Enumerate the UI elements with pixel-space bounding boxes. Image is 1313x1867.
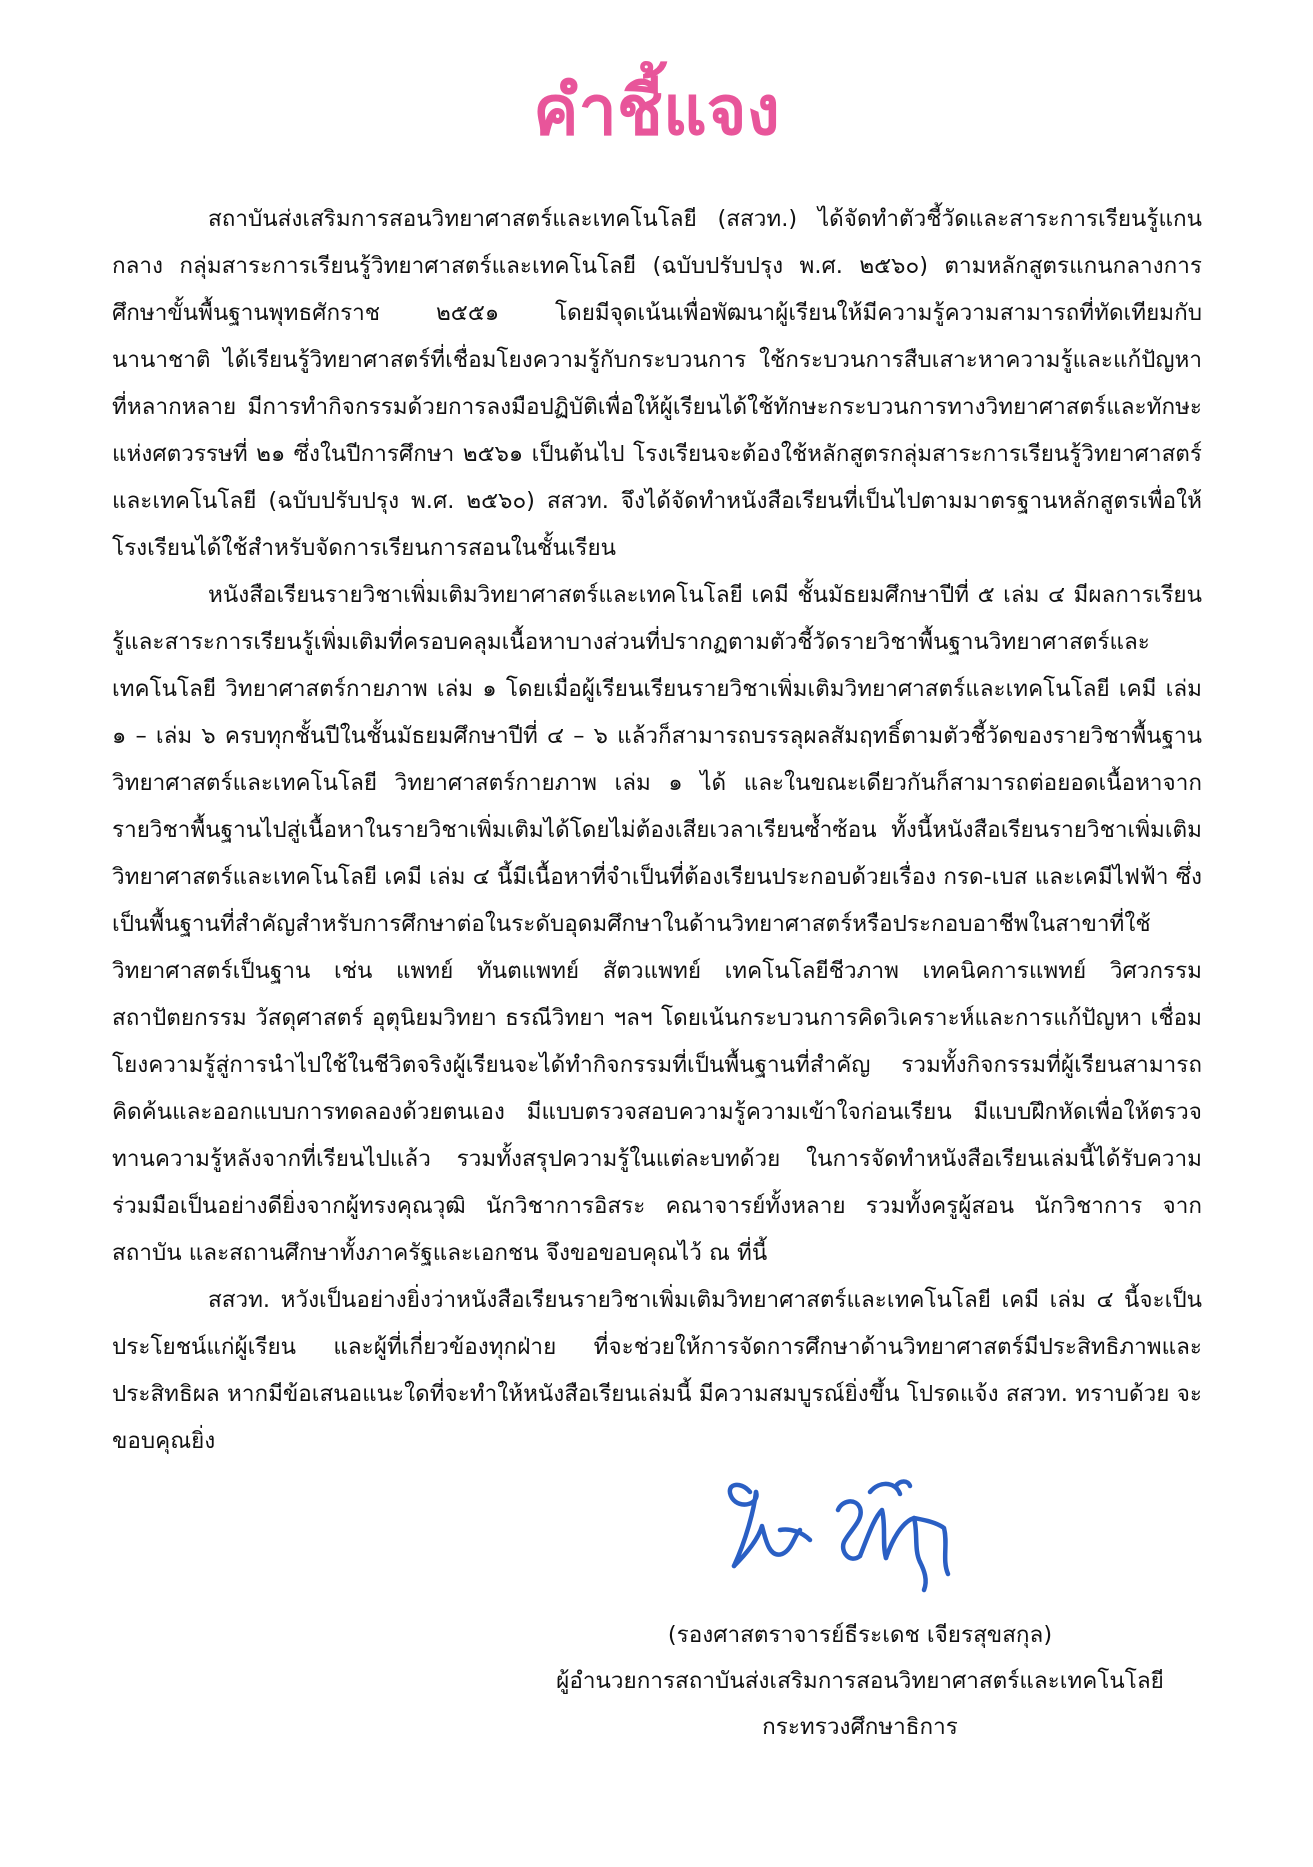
signatory-block <box>470 1612 1250 1750</box>
document-body <box>112 196 1202 1465</box>
paragraph-book-description: หนังสือเรียนรายวิชาเพิ่มเติมวิทยาศาสตร์และเทคโนโลยี เคมี ชั้นมัธยมศึกษาปีที่ ๕ เล่ม ๔ มีผลการเรียนรู้และสาระการเรียนรู้เพิ่มเติมที่ครอบคลุมเนื้อหาบางส่วนที่ปรากฏตามตัวชี้วัดรายวิชาพื้นฐานวิทยาศาสตร์และเทคโนโลยี วิทยาศาสตร์กายภาพ เล่ม ๑ โดยเมื่อผู้เรียนเรียนรายวิชาเพิ่มเติมวิทยาศาสตร์และเทคโนโลยี เคมี เล่ม ๑ – เล่ม ๖ ครบทุกชั้นปีในชั้นมัธยมศึกษาปีที่ ๔ – ๖ แล้วก็สามารถบรรลุผลสัมฤทธิ์ตามตัวชี้วัดของรายวิชาพื้นฐานวิทยาศาสตร์และเทคโนโลยี วิทยาศาสตร์กายภาพ เล่ม ๑ ได้ และในขณะเดียวกันก็สามารถต่อยอดเนื้อหาจากรายวิชาพื้นฐานไปสู่เนื้อหาในรายวิชาเพิ่มเติมได้โดยไม่ต้องเสียเวลาเรียนซ้ำซ้อน ทั้งนี้หนังสือเรียนรายวิชาเพิ่มเติมวิทยาศาสตร์และเทคโนโลยี เคมี เล่ม ๔ นี้มีเนื้อหาที่จำเป็นที่ต้องเรียนประกอบด้วยเรื่อง กรด-เบส และเคมีไฟฟ้า ซึ่งเป็นพื้นฐานที่สำคัญสำหรับการศึกษาต่อในระดับอุดมศึกษาในด้านวิทยาศาสตร์หรือประกอบอาชีพในสาขาที่ใช้วิทยาศาสตร์เป็นฐาน เช่น แพทย์ ทันตแพทย์ สัตวแพทย์ เทคโนโลยีชีวภาพ เทคนิคการแพทย์ วิศวกรรม สถาปัตยกรรม วัสดุศาสตร์ อุตุนิยมวิทยา ธรณีวิทยา ฯลฯ โดยเน้นกระบวนการคิดวิเคราะห์และการแก้ปัญหา เชื่อมโยงความรู้สู่การนำไปใช้ในชีวิตจริงผู้เรียนจะได้ทำกิจกรรมที่เป็นพื้นฐานที่สำคัญ รวมทั้งกิจกรรมที่ผู้เรียนสามารถคิดค้นและออกแบบการทดลองด้วยตนเอง มีแบบตรวจสอบความรู้ความเข้าใจก่อนเรียน มีแบบฝึกหัดเพื่อให้ตรวจทานความรู้หลังจากที่เรียนไปแล้ว รวมทั้งสรุปความรู้ในแต่ละบทด้วย ในการจัดทำหนังสือเรียนเล่มนี้ได้รับความร่วมมือเป็นอย่างดียิ่งจากผู้ทรงคุณวุฒิ นักวิชาการอิสระ คณาจารย์ทั้งหลาย รวมทั้งครูผู้สอน นักวิชาการ จากสถาบัน และสถานศึกษาทั้งภาครัฐและเอกชน จึงขอขอบคุณไว้ ณ ที่นี้ <box>112 582 1202 1266</box>
page-title: คำชี้แจง <box>533 72 780 151</box>
signatory-position: ผู้อำนวยการสถาบันส่งเสริมการสอนวิทยาศาสตร์และเทคโนโลยี <box>556 1668 1164 1694</box>
paragraph-intro: สถาบันส่งเสริมการสอนวิทยาศาสตร์และเทคโนโลยี (สสวท.) ได้จัดทำตัวชี้วัดและสาระการเรียนรู้แกนกลาง กลุ่มสาระการเรียนรู้วิทยาศาสตร์และเทคโนโลยี (ฉบับปรับปรุง พ.ศ. ๒๕๖๐) ตามหลักสูตรแกนกลางการศึกษาขั้นพื้นฐานพุทธศักราช ๒๕๕๑ โดยมีจุดเน้นเพื่อพัฒนาผู้เรียนให้มีความรู้ความสามารถที่ทัดเทียมกับนานาชาติ ได้เรียนรู้วิทยาศาสตร์ที่เชื่อมโยงความรู้กับกระบวนการ ใช้กระบวนการสืบเสาะหาความรู้และแก้ปัญหาที่หลากหลาย มีการทำกิจกรรมด้วยการลงมือปฏิบัติเพื่อให้ผู้เรียนได้ใช้ทักษะกระบวนการทางวิทยาศาสตร์และทักษะแห่งศตวรรษที่ ๒๑ ซึ่งในปีการศึกษา ๒๕๖๑ เป็นต้นไป โรงเรียนจะต้องใช้หลักสูตรกลุ่มสาระการเรียนรู้วิทยาศาสตร์และเทคโนโลยี (ฉบับปรับปรุง พ.ศ. ๒๕๖๐) สสวท. จึงได้จัดทำหนังสือเรียนที่เป็นไปตามมาตรฐานหลักสูตรเพื่อให้โรงเรียนได้ใช้สำหรับจัดการเรียนการสอนในชั้นเรียน <box>112 206 1202 561</box>
signatory-organization: กระทรวงศึกษาธิการ <box>762 1714 958 1740</box>
paragraph-closing: สสวท. หวังเป็นอย่างยิ่งว่าหนังสือเรียนรายวิชาเพิ่มเติมวิทยาศาสตร์และเทคโนโลยี เคมี เล่ม ๔ นี้จะเป็นประโยชน์แก่ผู้เรียน และผู้ที่เกี่ยวข้องทุกฝ่าย ที่จะช่วยให้การจัดการศึกษาด้านวิทยาศาสตร์มีประสิทธิภาพและประสิทธิผล หากมีข้อเสนอแนะใดที่จะทำให้หนังสือเรียนเล่มนี้ มีความสมบูรณ์ยิ่งขึ้น โปรดแจ้ง สสวท. ทราบด้วย จะขอบคุณยิ่ง <box>112 1287 1202 1454</box>
handwritten-signature <box>710 1470 1010 1600</box>
signatory-name: (รองศาสตราจารย์ธีระเดช เจียรสุขสกุล) <box>667 1622 1053 1648</box>
